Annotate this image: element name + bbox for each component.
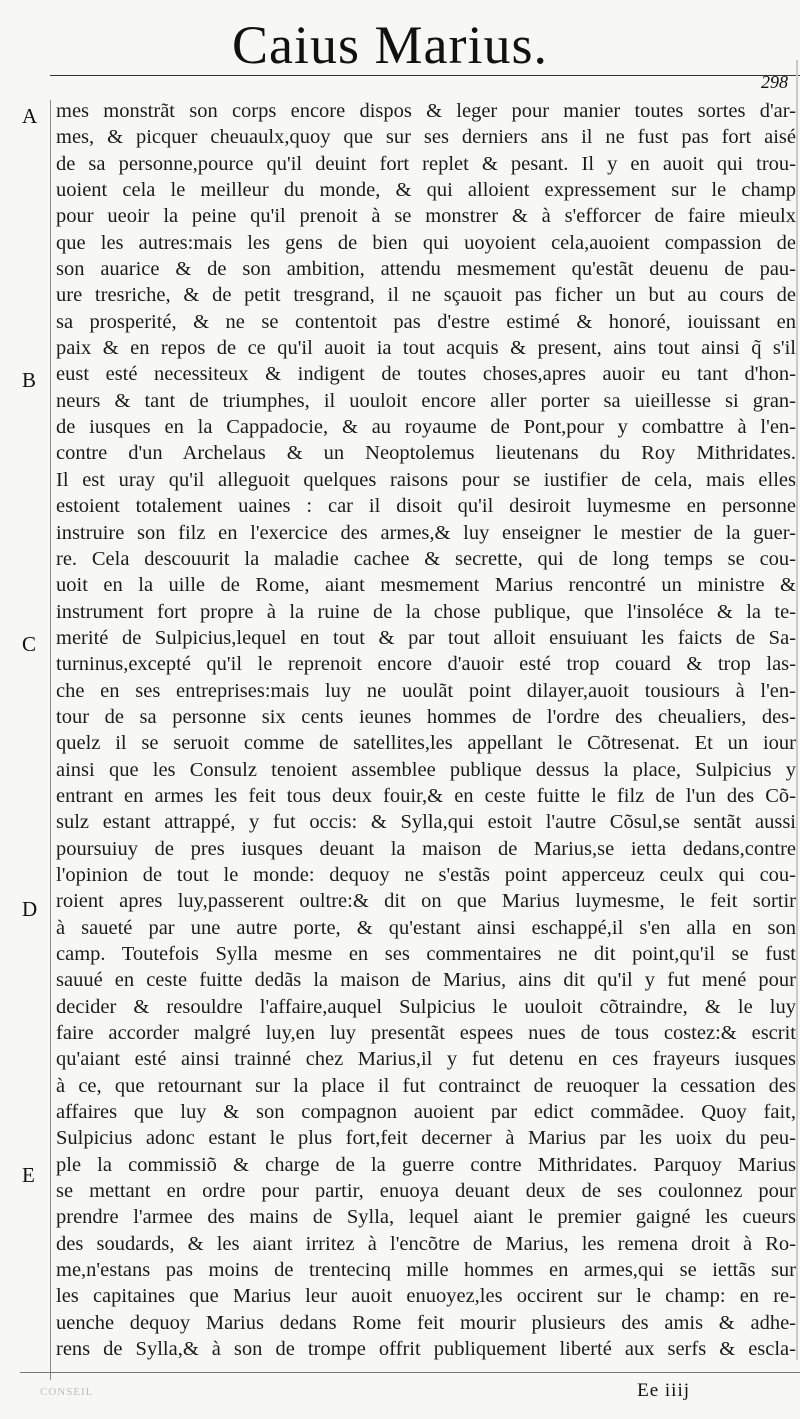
text-line: mes, & picquer cheuaulx,quoy que sur ses derniers ans il ne fust pas fort aisé (56, 126, 796, 149)
text-line: contre d'un Archelaus & un Neoptolemus lieutenans du Roy Mithridates. (56, 442, 796, 465)
text-line: turninus,excepté qu'il le reprenoit encore d'auoir esté trop couard & trop las- (56, 653, 796, 676)
page-edge (796, 60, 798, 1360)
text-line: paix & en repos de ce qu'il auoit ia tout acquis & present, ains tout ainsi q̃ s'il (56, 337, 796, 360)
text-line: neurs & tant de triumphes, il uouloit encore aller porter sa uieillesse si gran- (56, 389, 796, 412)
margin-letter-c: C (22, 632, 37, 656)
text-line: ure tresriche, & de petit tresgrand, il ne sçauoit pas ficher un but au cours de (56, 284, 796, 307)
margin-rule (50, 100, 51, 1380)
text-line: re. Cela descouurit la maladie cachee & secrette, qui de long temps se cou- (56, 547, 796, 570)
text-line: à ce, que retournant sur la place il fut contrainct de reuoquer la cessation des (56, 1074, 796, 1097)
text-line: sauué en ceste fuitte dedãs la maison de Marius, ains dit qu'il y fut mené pour (56, 969, 796, 992)
text-line: uenche dequoy Marius dedans Rome feit mourir plusieurs des amis & adhe- (56, 1311, 796, 1334)
text-line: poursuiuy de pres iusques deuant la maison de Marius,se ietta dedans,contre (56, 837, 796, 860)
text-line: camp. Toutefois Sylla mesme en ses commentaires ne dit point,qu'il se fust (56, 943, 796, 965)
text-line: sulz estant attrappé, y fut occis: & Sylla,qui estoit l'autre Cõsul,se sentãt aussi (56, 811, 796, 834)
text-line: instrument fort propre à la ruine de la chose publique, que l'insoléce & la te- (56, 600, 796, 623)
running-title: Caius Marius. (232, 15, 548, 75)
text-line: decider & resouldre l'affaire,auquel Sulpicius le uouloit cõtraindre, & le luy (56, 995, 796, 1018)
text-line: mes monstrãt son corps encore dispos & leger pour manier toutes sortes d'ar- (56, 100, 796, 122)
margin-letter-a: A (22, 104, 38, 128)
text-line: tour de sa personne six cents ieunes hommes de l'ordre des cheualiers, des- (56, 705, 796, 728)
text-line: merité de Sulpicius,lequel en tout & par tout alloit ensuiuant les faicts de Sa- (56, 626, 796, 649)
text-line: prendre l'armee des mains de Sylla, lequel aiant le premier gaigné les cueurs (56, 1206, 796, 1229)
text-line: qu'aiant esté ainsi trainné chez Marius,il y fut detenu en ces frayeurs iusques (56, 1048, 796, 1071)
text-line: l'opinion de tout le monde: dequoy ne s'estãs point apperceuz ceulx qui cou- (56, 863, 796, 886)
text-line: affaires que luy & son compagnon auoient par edict commãdee. Quoy fait, (56, 1101, 796, 1124)
text-line: che en ses entreprises:mais luy ne uoulãt point dilayer,auoit tousiours à l'en- (56, 679, 796, 702)
text-line: estoient totalement uaines : car il disoit qu'il desiroit luymesme en personne (56, 495, 796, 518)
text-line: ainsi que les Consulz tenoient assemblee publique dessus la place, Sulpicius y (56, 758, 796, 781)
text-line: eust esté necessiteux & indigent de toutes choses,apres auoir eu tant d'hon- (56, 363, 796, 386)
text-line: instruire son filz en l'exercice des armes,& luy enseigner le mestier de la guer- (56, 521, 796, 544)
text-line: de sa personne,pource qu'il deuint fort replet & pesant. Il y en auoit qui trou- (56, 152, 796, 175)
text-line: rens de Sylla,& à son de trompe offrit publiquement liberté aux serfs & escla- (56, 1338, 796, 1361)
text-line: des soudards, & les aiant irritez à l'encõtre de Marius, les remena droit à Ro- (56, 1232, 796, 1255)
text-line: Il est uray qu'il alleguoit quelques raisons pour se iustifier de cela, mais elles (56, 468, 796, 491)
text-line: uoient cela le meilleur du monde, & qui alloient expressement sur le champ (56, 179, 796, 202)
text-line: roient apres luy,passerent oultre:& dit on que Marius luymesme, le feit sortir (56, 890, 796, 913)
text-line: sa prosperité, & ne se contentoit pas d'estre estimé & honoré, iouissant en (56, 310, 796, 333)
margin-letter-d: D (22, 897, 38, 921)
text-line: à saueté par une autre porte, & qu'estant ainsi eschappé,il s'en alla en son (56, 916, 796, 939)
text-line: ple la commissiõ & charge de la guerre contre Mithridates. Parquoy Marius (56, 1153, 796, 1176)
signature-mark: Ee iiij (637, 1380, 690, 1401)
margin-letter-b: B (22, 368, 37, 392)
body-text (56, 98, 796, 1363)
text-line: de iusques en la Cappadocie, & au royaume de Pont,pour y combattre à l'en- (56, 416, 796, 439)
text-line: les capitaines que Marius leur auoit enuoyez,les occirent sur le champ: en re- (56, 1285, 796, 1308)
page-number: 298 (761, 72, 788, 92)
margin-letter-e: E (22, 1163, 35, 1187)
text-line: Sulpicius adonc estant le plus fort,feit decerner à Marius par les uoix du peu- (56, 1127, 796, 1150)
text-line: me,n'estans pas moins de trentecinq mille hommes en armes,qui se iettãs sur (56, 1259, 796, 1282)
text-line: se mettant en ordre pour partir, enuoya deuant deux de ses coulonnez pour (56, 1180, 796, 1203)
text-line: son auarice & de son ambition, attendu mesmement qu'estãt deuenu de pau- (56, 258, 796, 281)
text-line: uoit en la uille de Rome, aiant mesmement Marius rencontré un ministre & (56, 574, 796, 597)
text-line: entrant en armes les feit tous deux fouir,& en ceste fuitte le filz de l'un des Cõ- (56, 784, 796, 807)
bleed-through-text: CONSEIL (40, 1386, 94, 1398)
text-line: faire accorder malgré luy,en luy presentãt espees nues de tous costez:& escrit (56, 1022, 796, 1045)
footer-rule (20, 1372, 800, 1373)
text-line: que les autres:mais les gens de bien qui uoyoient cela,auoient compassion de (56, 231, 796, 254)
text-line: quelz il se seruoit comme de satellites,les appellant le Cõtresenat. Et un iour (56, 732, 796, 755)
text-line: pour ueoir la peine qu'il prenoit à se monstrer & à s'efforcer de faire mieulx (56, 205, 796, 228)
